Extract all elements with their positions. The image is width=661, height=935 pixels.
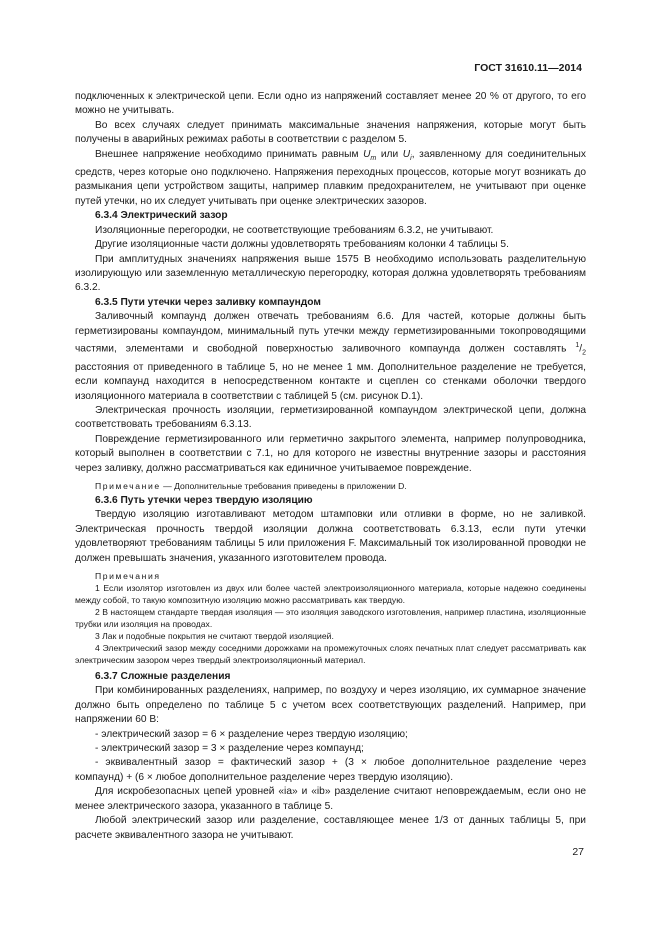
list-item: - электрический зазор = 6 × разделение через твердую изоляцию; bbox=[95, 728, 408, 740]
fraction-denominator: 2 bbox=[582, 349, 586, 357]
paragraph: подключенных к электрической цепи. Если одно из напряжений составляет менее 20 % от другого, то его можно не учитывать. bbox=[75, 91, 586, 117]
paragraph: Электрическая прочность изоляции, герметизированной компаундом электрической цепи, должна соответствовать требованиям 6.3.13. bbox=[75, 404, 586, 431]
document-header: ГОСТ 31610.11—2014 bbox=[474, 62, 582, 74]
paragraph-text: Внешнее напряжение необходимо принимать равным bbox=[95, 148, 364, 160]
paragraph: Повреждение герметизированного или герметично закрытого элемента, например полупроводника, который выполнен в соответствии с 7.1, но для которого не известны внутренние зазоры и расстояния через заливку, должно рассматриваться как единичное учитываемое повреждение. bbox=[75, 433, 586, 474]
paragraph: Во всех случаях следует принимать максимальные значения напряжения, которые могут быть получены в аварийных режимах работы в соответствии с разделом 5. bbox=[75, 119, 586, 146]
list-item: - эквивалентный зазор = фактический зазор + (3 × любое дополнительное разделение через компаунд) + (6 × любое дополнительное разделение через твердую изоляцию). bbox=[75, 757, 586, 783]
symbol-ui: $U_i$ bbox=[402, 148, 412, 162]
note-item: 2 В настоящем стандарте твердая изоляция — это изоляция заводского изготовления, например пластина, изоляционные трубки или изоляция на проводах. bbox=[75, 607, 586, 630]
paragraph-compound: Заливочный компаунд должен отвечать требованиям 6.6. Для частей, которые должны быть герметизированы компаундом, минимальный путь утечки между герметизированными токопроводящими частями, элементами и свободной поверхностью заливочного компаунда должен составлять $^1/_2$ расстояния от приведенного в таблице 5, но не менее 1 мм. Дополнительное разделение не требуется, если компаунд находится в непосредственном контакте и сцеплен со стенками оболочки твердого изоляционного материала в соответствии с таблицей 5 (см. рисунок D.1). bbox=[75, 311, 586, 402]
section-heading-6-3-5: 6.3.5 Пути утечки через заливку компаундом bbox=[95, 296, 321, 308]
document-body bbox=[75, 90, 586, 843]
note-text: — Дополнительные требования приведены в приложении D. bbox=[160, 481, 407, 492]
note-item: 4 Электрический зазор между соседними дорожками на промежуточных слоях печатных плат следует рассматривать как электрическим зазором через твердый электроизоляционный материал. bbox=[75, 643, 586, 666]
section-heading-6-3-7: 6.3.7 Сложные разделения bbox=[95, 671, 231, 683]
note-label: Примечание bbox=[95, 481, 161, 492]
note bbox=[75, 480, 586, 492]
note-item: 3 Лак и подобные покрытия не считают твердой изоляцией. bbox=[95, 631, 334, 642]
paragraph: При амплитудных значениях напряжения выше 1575 В необходимо использовать разделительную изолирующую или заземленную металлическую перегородку, которая должна удовлетворять требованиям 6.3.2. bbox=[75, 253, 586, 294]
paragraph: При комбинированных разделениях, например, по воздуху и через изоляцию, их суммарное значение должно быть определено по таблице 5 с учетом всех соответствующих разделений. Например, при напряжении 60 В: bbox=[75, 685, 586, 726]
paragraph: Любой электрический зазор или разделение, составляющее менее 1/3 от данных таблицы 5, при расчете эквивалентного зазора не учитывают. bbox=[75, 815, 586, 841]
paragraph: Твердую изоляцию изготавливают методом штамповки или отливки в форме, но не заливкой. Электрическая прочность твердой изоляции должна соответствовать 6.3.13, если пути утечки удовлетворяют требованиям таблицы 5 или приложения F. Максимальный ток изолированной проводки не должен превышать значения, указанного изготовителем провода. bbox=[75, 509, 586, 564]
paragraph-external-voltage: Внешнее напряжение необходимо принимать равным $U_m$ или $U_i$, заявленному для соединительных средств, через которые оно подключено. Напряжения переходных процессов, которые могут возникать до размыкания цепи устройством защиты, например плавким предохранителем, не учитывают при оценке путей утечки, но их следует учитывать при оценке электрических зазоров. bbox=[75, 148, 586, 207]
notes-title: Примечания bbox=[95, 571, 161, 582]
notes-block bbox=[75, 570, 586, 666]
paragraph: Другие изоляционные части должны удовлетворять требованиям колонки 4 таблицы 5. bbox=[95, 239, 509, 251]
fraction-numerator: 1 bbox=[575, 341, 580, 349]
page-number: 27 bbox=[572, 846, 584, 858]
section-heading-6-3-6: 6.3.6 Путь утечки через твердую изоляцию bbox=[95, 495, 313, 507]
symbol-um: $U_m$ bbox=[363, 148, 377, 162]
list-item: - электрический зазор = 3 × разделение через компаунд; bbox=[95, 743, 364, 755]
paragraph: Изоляционные перегородки, не соответствующие требованиям 6.3.2, не учитывают. bbox=[95, 224, 494, 236]
note-item: 1 Если изолятор изготовлен из двух или более частей электроизоляционного материала, которые надежно соединены между собой, то такую композитную изоляцию можно рассматривать как твердую. bbox=[75, 583, 586, 606]
section-heading-6-3-4: 6.3.4 Электрический зазор bbox=[95, 210, 228, 222]
paragraph: Для искробезопасных цепей уровней «ia» и «ib» разделение считают неповреждаемым, если оно не менее электрического зазора, указанного в таблице 5. bbox=[75, 786, 586, 812]
